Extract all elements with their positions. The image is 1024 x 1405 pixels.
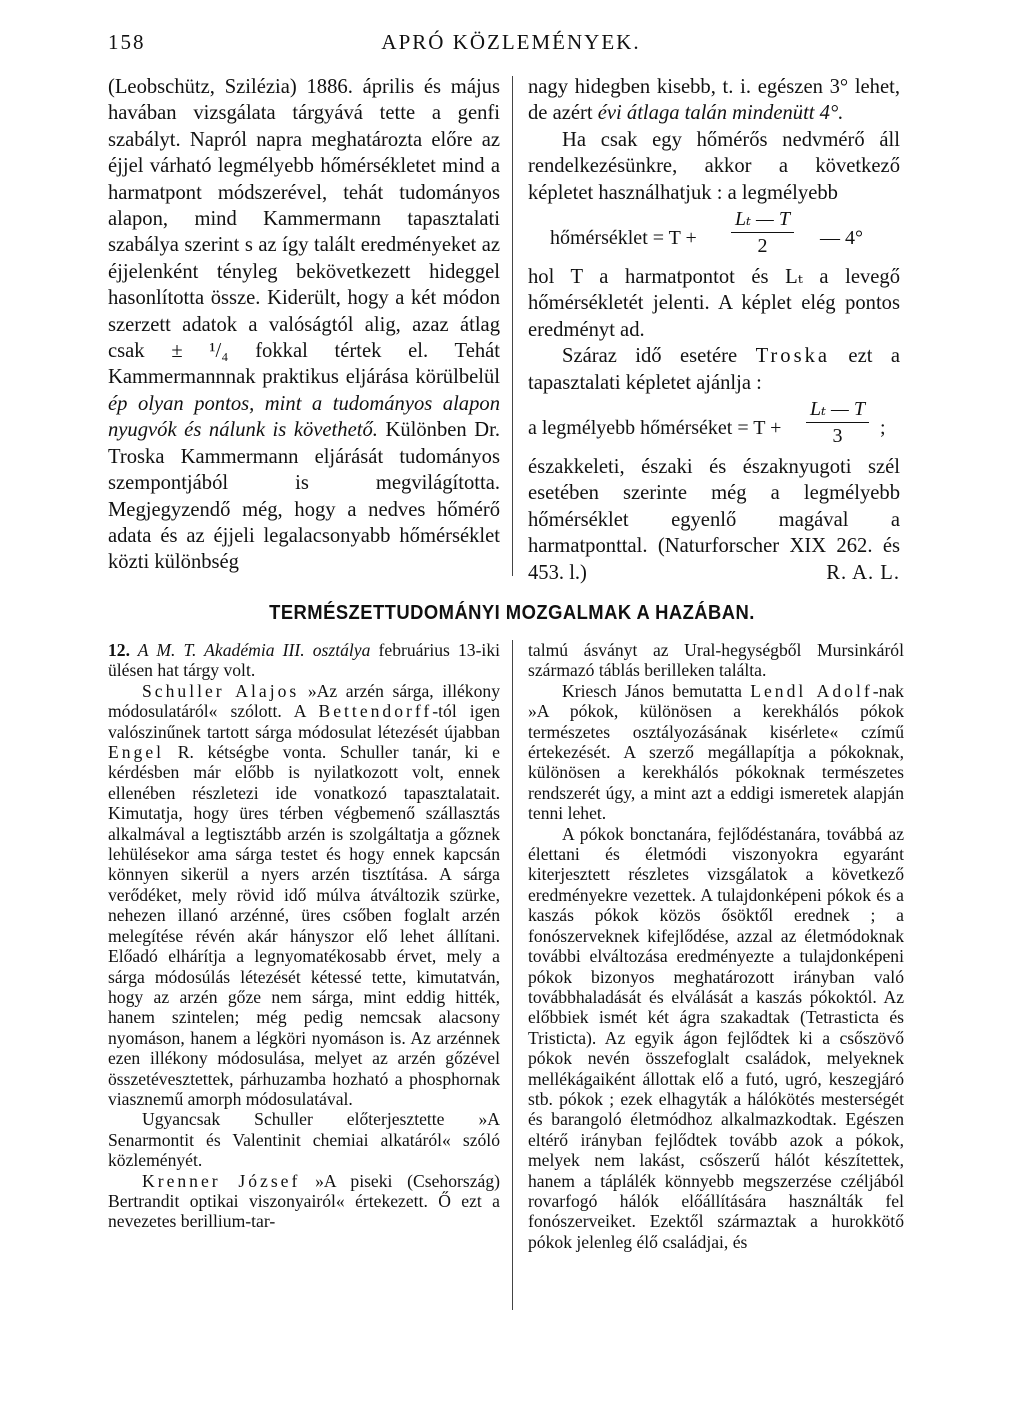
article-continuation-right (528, 74, 900, 586)
item-number: 12. (108, 640, 130, 660)
person-name: Lendl Adolf (750, 680, 873, 701)
formula-denominator: 3 (832, 425, 843, 448)
text-run: R. kétségbe vonta. Schuller tanár, ki e kérdésben már előbb is nyilatkozott volt, ennek ellenében részletezi ide vonatkozó tapasztalatait. Kimutatja, hogy üres térben végbemenő szállasztás alkalmával a legtisztább arzén is szolgáltatja a gőznek lehülésekor ama sárga testet és hogy ennek kapcsán könnyen sikerül a nyers arzén tisztítása. A sárga verődéket, mely rövid idő múlva átváltozik szürke, nehezen illanó arzénné, üres csőben foglalt arzén melegítése révén akár hányszor elő lehet állítani. Előadó elhárítja a legnyomatékosabb érvet, mely a sárga módosúlás létezését kétessé tette, kimutatván, hogy az arzén gőze nem sárga, mint eddig hitték, hanem szintelen; még pedig nemcsak alacsony nyomáson, hanem a légköri nyomáson is. Az arzénnek ezen illékony módosulása, melyet az arzén gőzével összetévesztettek, párhuzamba hozható a phosphornak viasznemű amorph módosulatával. (108, 742, 500, 1109)
person-name: Engel (108, 742, 165, 763)
text-run: Száraz idő esetére (562, 345, 756, 368)
article-continuation-left (108, 74, 500, 576)
author-signature: R. A. L. (826, 561, 900, 584)
paragraph: talmú ásványt az Ural-hegységből Mursinkáról származó táblás berilleken találta. (528, 640, 904, 681)
paragraph (528, 454, 900, 586)
emphasis-text: ép olyan pontos, mint a tudományos alapon nyugvók és nálunk is követhető. (108, 392, 500, 442)
paragraph (528, 343, 900, 396)
emphasis-text: A M. T. Akadémia III. osztálya (130, 640, 371, 660)
paragraph: hol T a harmatpontot és Lₜ a levegő hőmérsékletét jelenti. A képlet elég pontos eredményt ad. (528, 266, 900, 341)
formula-numerator: Lₜ — T (731, 206, 794, 233)
news-column-left (108, 640, 500, 1232)
text-run: -tól igen valószinűnek tartott sárga módosulat létezését újabban (108, 701, 500, 742)
text-run: ezt a tapasztalati képletet ajánlja : (528, 345, 900, 394)
column-divider (512, 640, 513, 1310)
paragraph (528, 74, 900, 127)
column-divider (512, 76, 513, 576)
text-run: februárius 13-iki ülésen hat tárgy volt. (108, 640, 500, 681)
person-name: Schuller Alajos (142, 680, 300, 701)
formula-fraction (806, 396, 869, 450)
news-column-right (528, 640, 904, 1252)
paragraph (528, 681, 904, 824)
formula-denominator: 2 (757, 235, 768, 258)
text-run: északkeleti, északi és északnyugoti szél esetében szerinte még a legmélyebb hőmérséklet egyenlő magával a harmatponttal. (Naturforscher XIX 262. és 453. l.) (528, 456, 900, 584)
paragraph: Ha csak egy hőmérős nedvmérő áll rendelkezésünkre, akkor a következő képletet használhatjuk : a legmélyebb (528, 128, 900, 204)
formula-tail: ; (880, 417, 886, 440)
running-title: APRÓ KÖZLEMÉNYEK. (381, 30, 641, 54)
formula-dewpoint (528, 206, 900, 264)
formula-lhs: a legmélyebb hőmérséket = T + (528, 417, 782, 440)
paragraph (108, 640, 500, 681)
paragraph: Ugyancsak Schuller előterjesztette »A Senarmontit és Valentinit chemiai alkatáról« szóló közleményét. (108, 1109, 500, 1171)
person-name: Troska (755, 345, 831, 368)
formula-numerator: Lₜ — T (806, 396, 869, 423)
text-run: »A piseki (Csehország) Bertrandit optikai viszonyairól« értekezett. Ő ezt a nevezetes berillium-tar- (108, 1170, 500, 1232)
formula-troska (528, 396, 900, 454)
formula-tail: — 4° (820, 227, 863, 250)
section-title: TERMÉSZETTUDOMÁNYI MOZGALMAK A HAZÁBAN. (269, 602, 755, 624)
person-name: Bettendorff (318, 701, 433, 722)
text-run: Különben Dr. Troska Kammermann eljárását tudományos szempontjából is megvilágította. Megjegyzendő még, hogy a nedves hőmérő adata és az éjjeli legalacsonyabb hőmérséklet közti különbség (108, 419, 500, 574)
paragraph (108, 681, 500, 1110)
paragraph (108, 74, 500, 576)
paragraph: A pókok bonctanára, fejlődéstanára, továbbá az élettani és életmódi viszonyokra egyaránt kiterjesztett részletes vizsgálatok a következő eredményekre vezettek. A tulajdonképeni pókok és a kaszás pókok közös ősöktől erednek ; a fonószerveknek kifejlődése, azzal az életmódoknak további elváltozása eredményezte a tulajdonképeni pókok bizonyos meghatározott irányban való továbbhaladását és elválását a kaszás pókoktól. Az előbbiek ismét két ágra szakadtak (Tetrasticta és Tristicta). Az egyik ágon fejlődtek ki a csőszövő pókok nevén összefoglalt családok, melyeknek mellékágaiként állottak elő a futó, ugró, keszegjáró stb. pókok ; ezek elhagyták a hálókötés mesterségét és barangoló életmódhoz alkalmazkodtak. Egészen eltérő irányban fejlődtek tovább azok a pókok, melyek nem lakást, csőszerű hálót készítettek, hanem a táplálék könnyebb megszerzése czéljából rovarfogó hálók előállítására használták fel fonószerveiket. Ezektől származtak a hurokkötő pókok jelenleg élő családjai, és (528, 823, 904, 1252)
person-name: Krenner József (142, 1170, 301, 1191)
formula-fraction (731, 206, 794, 260)
paragraph (108, 1171, 500, 1232)
page-number: 158 (108, 30, 146, 54)
page-header (108, 30, 914, 60)
formula-lhs: hőmérséklet = T + (550, 227, 697, 250)
text-run: Kriesch János bemutatta (562, 680, 751, 701)
text-run: -nak »A pókok, különösen a kerekhálós pókok természetes osztályozásának kisérlete« czímű értekezését. A szerző megállapítja a pókoknak, különösen a kerekhálós pókoknak természetes rendszerét úgy, a mint azt a eddigi ismeretek alapján tenni lehet. (528, 680, 904, 824)
text-run: nagy hidegben kisebb, t. i. egészen 3° lehet, de azért (528, 76, 900, 125)
emphasis-text: évi átlaga talán mindenütt 4°. (597, 102, 844, 125)
text-run: »Az arzén sárga, illékony módosulatáról« szólott. A (108, 680, 500, 722)
text-run: (Leobschütz, Szilézia) 1886. április és május havában vizsgálata tárgyává tette a genfi szabályt. Napról napra meghatározta előre az éjjel várható legmélyebb hőmérsékletet mind a harmatpont módszerével, tehát tudományos alapon, mind Kammermann tapasztalati szabálya szerint s az így talált eredményeket az éjjelenként tényleg bekövetkezett hideggel hasonlította össze. Kiderült, hogy a két módon szerzett adatok a valóságtól alig, azaz átlag csak ± ¹/₄ fokkal tértek el. Tehát Kammermannnak praktikus eljárása körülbelül (108, 76, 500, 389)
